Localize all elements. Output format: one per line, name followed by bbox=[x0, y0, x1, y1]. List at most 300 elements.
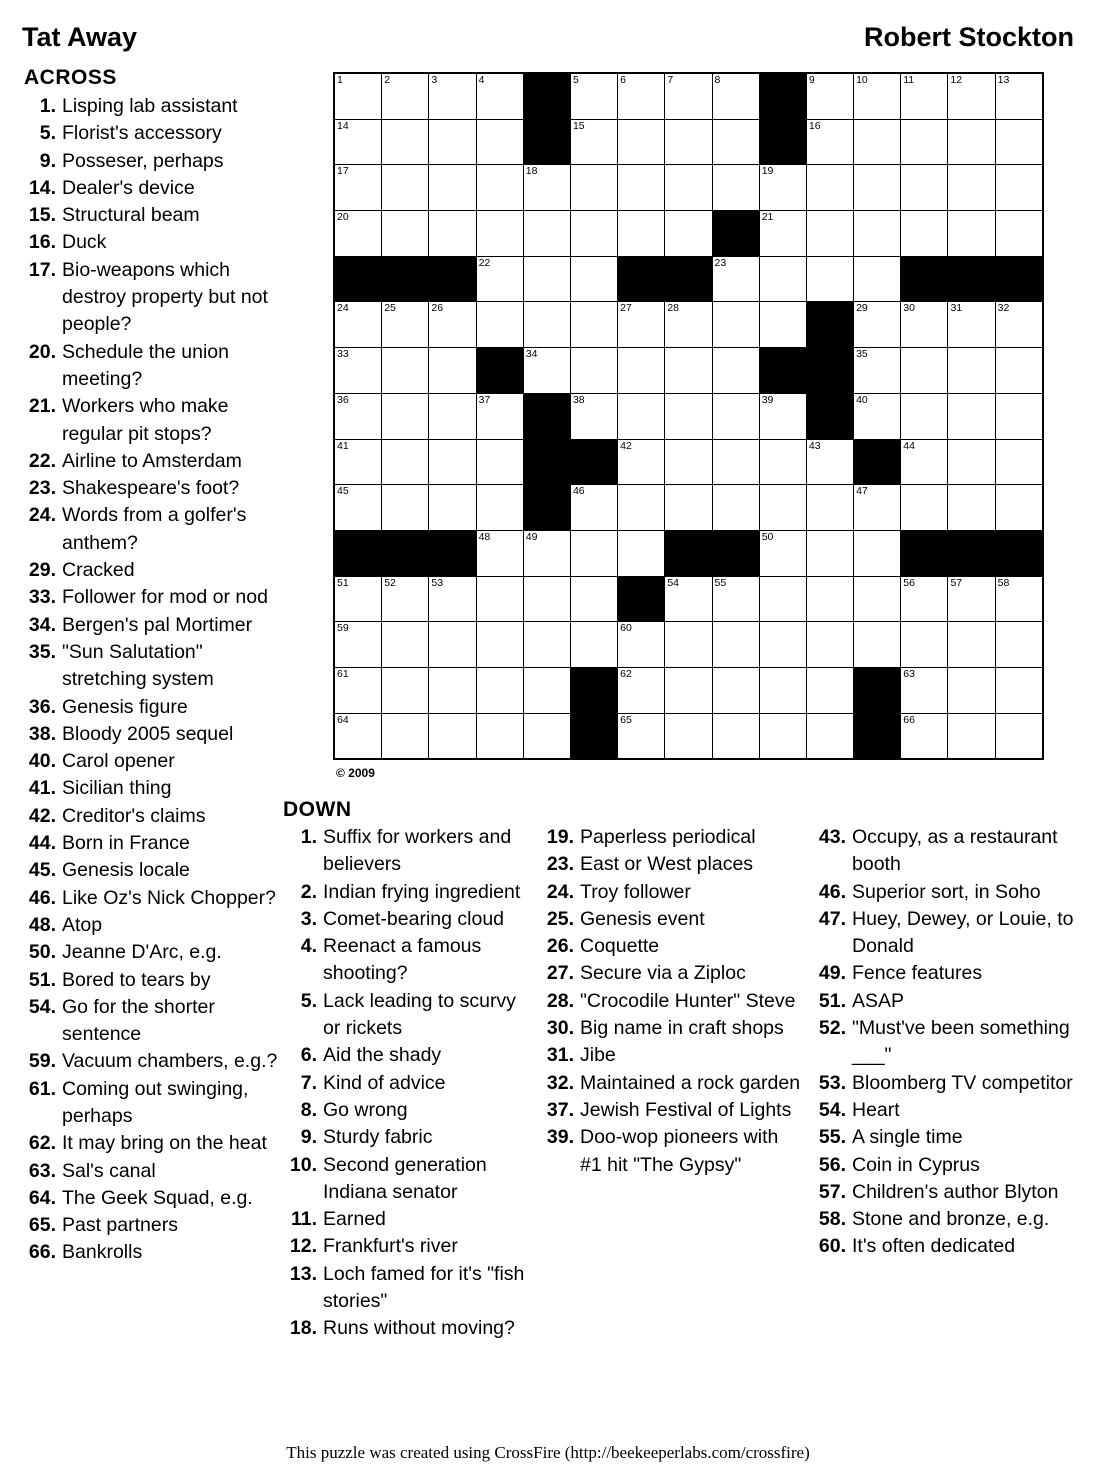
grid-cell[interactable] bbox=[476, 530, 523, 576]
grid-cell[interactable] bbox=[334, 211, 382, 257]
grid-cell[interactable] bbox=[476, 393, 523, 439]
clue-number: 35. bbox=[28, 640, 56, 663]
clue-number: 19. bbox=[546, 826, 574, 848]
grid-cell[interactable] bbox=[854, 119, 901, 165]
grid-cell[interactable] bbox=[854, 576, 901, 622]
grid-cell[interactable] bbox=[523, 576, 570, 622]
grid-cell[interactable] bbox=[759, 667, 806, 713]
grid-cell[interactable] bbox=[570, 211, 617, 257]
grid-cell[interactable] bbox=[806, 713, 853, 759]
grid-cell[interactable] bbox=[334, 302, 382, 348]
grid-cell[interactable] bbox=[995, 348, 1043, 394]
grid-cell-number: 37 bbox=[478, 393, 491, 406]
grid-cell[interactable] bbox=[382, 485, 429, 531]
clue-text: Carol opener bbox=[62, 750, 175, 773]
grid-cell-number: 66 bbox=[903, 713, 915, 726]
grid-cell[interactable] bbox=[854, 211, 901, 257]
grid-cell[interactable] bbox=[476, 576, 523, 622]
grid-cell-number: 15 bbox=[572, 119, 585, 132]
grid-cell[interactable] bbox=[712, 439, 759, 485]
grid-cell[interactable] bbox=[712, 73, 759, 119]
clue-text: Indian frying ingredient bbox=[323, 880, 521, 903]
grid-block-cell bbox=[665, 530, 712, 576]
grid-cell[interactable] bbox=[759, 393, 806, 439]
grid-cell[interactable] bbox=[948, 485, 995, 531]
grid-cell[interactable] bbox=[995, 622, 1043, 668]
grid-cell[interactable] bbox=[618, 485, 665, 531]
clue-item bbox=[22, 775, 292, 802]
clue-item bbox=[812, 1179, 1074, 1206]
clue-text: It may bring on the heat bbox=[62, 1132, 267, 1155]
grid-cell[interactable] bbox=[712, 485, 759, 531]
grid-row bbox=[334, 667, 1043, 713]
grid-cell[interactable] bbox=[429, 667, 476, 713]
grid-cell[interactable] bbox=[476, 439, 523, 485]
grid-cell[interactable] bbox=[854, 530, 901, 576]
grid-cell[interactable] bbox=[901, 622, 948, 668]
grid-cell[interactable] bbox=[712, 393, 759, 439]
clue-item bbox=[22, 475, 292, 502]
grid-cell[interactable] bbox=[901, 576, 948, 622]
grid-cell-number: 26 bbox=[431, 302, 444, 315]
clue-number: 2. bbox=[300, 880, 317, 903]
clue-text: Like Oz's Nick Chopper? bbox=[62, 886, 276, 909]
grid-cell[interactable] bbox=[665, 667, 712, 713]
grid-cell[interactable] bbox=[901, 348, 948, 394]
grid-row bbox=[334, 119, 1043, 165]
grid-cell[interactable] bbox=[901, 713, 948, 759]
clue-item bbox=[540, 906, 805, 933]
grid-cell[interactable] bbox=[948, 165, 995, 211]
grid-cell[interactable] bbox=[476, 485, 523, 531]
grid-cell[interactable] bbox=[712, 302, 759, 348]
grid-cell-number: 30 bbox=[903, 302, 915, 315]
clue-item bbox=[283, 1124, 528, 1151]
grid-block-cell bbox=[476, 348, 523, 394]
grid-block-cell bbox=[759, 119, 806, 165]
grid-cell[interactable] bbox=[665, 622, 712, 668]
grid-cell[interactable] bbox=[806, 73, 853, 119]
grid-cell[interactable] bbox=[854, 348, 901, 394]
grid-table[interactable] bbox=[333, 72, 1044, 760]
clue-text: Atop bbox=[62, 913, 103, 936]
clue-text: Occupy, as a restaurant booth bbox=[852, 826, 1058, 876]
grid-cell[interactable] bbox=[712, 713, 759, 759]
grid-cell-number: 21 bbox=[761, 211, 774, 224]
grid-cell[interactable] bbox=[759, 485, 806, 531]
grid-block-cell bbox=[523, 439, 570, 485]
grid-cell[interactable] bbox=[995, 73, 1043, 119]
grid-cell[interactable] bbox=[759, 576, 806, 622]
grid-cell[interactable] bbox=[759, 439, 806, 485]
grid-cell[interactable] bbox=[995, 667, 1043, 713]
grid-cell[interactable] bbox=[429, 576, 476, 622]
grid-cell-number: 47 bbox=[856, 485, 868, 498]
grid-cell[interactable] bbox=[854, 165, 901, 211]
grid-cell[interactable] bbox=[382, 576, 429, 622]
clue-item bbox=[540, 824, 805, 851]
grid-cell[interactable] bbox=[759, 256, 806, 302]
grid-cell[interactable] bbox=[476, 256, 523, 302]
clue-text: Jeanne D'Arc, e.g. bbox=[62, 941, 222, 964]
grid-cell[interactable] bbox=[665, 119, 712, 165]
grid-cell[interactable] bbox=[948, 393, 995, 439]
grid-cell-number: 50 bbox=[761, 530, 774, 543]
grid-cell[interactable] bbox=[806, 622, 853, 668]
grid-cell[interactable] bbox=[759, 302, 806, 348]
grid-cell[interactable] bbox=[570, 622, 617, 668]
clue-item bbox=[540, 851, 805, 878]
grid-block-cell bbox=[523, 73, 570, 119]
grid-cell[interactable] bbox=[476, 211, 523, 257]
clue-number: 32. bbox=[546, 1071, 574, 1094]
grid-cell[interactable] bbox=[523, 713, 570, 759]
clue-text: Dealer's device bbox=[62, 176, 195, 199]
clue-text: The Geek Squad, e.g. bbox=[62, 1186, 253, 1209]
clue-number: 46. bbox=[28, 886, 56, 909]
grid-cell[interactable] bbox=[854, 302, 901, 348]
grid-cell[interactable] bbox=[712, 667, 759, 713]
grid-cell-number: 29 bbox=[856, 302, 868, 315]
grid-cell[interactable] bbox=[901, 667, 948, 713]
grid-cell[interactable] bbox=[759, 165, 806, 211]
grid-cell[interactable] bbox=[665, 576, 712, 622]
grid-cell[interactable] bbox=[995, 485, 1043, 531]
grid-cell[interactable] bbox=[854, 393, 901, 439]
grid-cell[interactable] bbox=[806, 439, 853, 485]
clue-text: Sicilian thing bbox=[62, 777, 172, 800]
grid-cell[interactable] bbox=[806, 119, 853, 165]
grid-cell[interactable] bbox=[806, 485, 853, 531]
clue-item bbox=[812, 1124, 1074, 1151]
clue-item bbox=[22, 1048, 292, 1075]
clue-number: 55. bbox=[818, 1126, 846, 1149]
grid-cell[interactable] bbox=[382, 211, 429, 257]
grid-cell[interactable] bbox=[618, 622, 665, 668]
grid-cell[interactable] bbox=[523, 256, 570, 302]
clue-item bbox=[812, 906, 1074, 961]
grid-cell-number: 35 bbox=[856, 348, 868, 361]
grid-cell[interactable] bbox=[382, 667, 429, 713]
clue-number: 33. bbox=[28, 586, 56, 609]
grid-cell[interactable] bbox=[995, 302, 1043, 348]
grid-cell[interactable] bbox=[618, 348, 665, 394]
grid-cell[interactable] bbox=[429, 302, 476, 348]
grid-cell[interactable] bbox=[854, 485, 901, 531]
clue-item bbox=[283, 1233, 528, 1260]
grid-block-cell bbox=[382, 256, 429, 302]
grid-cell[interactable] bbox=[948, 348, 995, 394]
grid-cell[interactable] bbox=[476, 302, 523, 348]
grid-cell[interactable] bbox=[759, 622, 806, 668]
grid-cell[interactable] bbox=[948, 667, 995, 713]
grid-cell[interactable] bbox=[665, 165, 712, 211]
grid-cell[interactable] bbox=[429, 393, 476, 439]
grid-block-cell bbox=[995, 530, 1043, 576]
grid-cell[interactable] bbox=[712, 348, 759, 394]
grid-block-cell bbox=[382, 530, 429, 576]
clue-number: 6. bbox=[300, 1044, 317, 1067]
grid-cell-number: 7 bbox=[667, 74, 674, 86]
clue-item bbox=[22, 148, 292, 175]
clue-text: Superior sort, in Soho bbox=[852, 880, 1041, 903]
grid-cell[interactable] bbox=[382, 348, 429, 394]
grid-cell[interactable] bbox=[901, 165, 948, 211]
clue-text: Genesis figure bbox=[62, 695, 188, 718]
grid-cell[interactable] bbox=[948, 439, 995, 485]
clue-text: Past partners bbox=[62, 1214, 178, 1237]
grid-cell[interactable] bbox=[382, 622, 429, 668]
grid-cell-number: 38 bbox=[572, 393, 585, 406]
clue-text: Structural beam bbox=[62, 204, 200, 227]
grid-cell[interactable] bbox=[665, 348, 712, 394]
grid-cell[interactable] bbox=[806, 211, 853, 257]
grid-cell[interactable] bbox=[618, 713, 665, 759]
grid-block-cell bbox=[712, 530, 759, 576]
grid-cell[interactable] bbox=[570, 485, 617, 531]
clue-text: "Sun Salutation" stretching system bbox=[62, 640, 214, 691]
grid-cell[interactable] bbox=[334, 713, 382, 759]
clue-text: Sal's canal bbox=[62, 1159, 156, 1182]
clue-number: 14. bbox=[28, 176, 56, 199]
grid-cell[interactable] bbox=[618, 119, 665, 165]
grid-cell[interactable] bbox=[334, 485, 382, 531]
grid-cell[interactable] bbox=[476, 622, 523, 668]
grid-cell[interactable] bbox=[570, 576, 617, 622]
grid-cell[interactable] bbox=[712, 576, 759, 622]
grid-cell[interactable] bbox=[901, 302, 948, 348]
clue-item bbox=[283, 1042, 528, 1069]
clue-text: Bergen's pal Mortimer bbox=[62, 613, 253, 636]
grid-cell[interactable] bbox=[523, 348, 570, 394]
grid-cell[interactable] bbox=[948, 211, 995, 257]
grid-cell[interactable] bbox=[334, 393, 382, 439]
clue-text: Doo-wop pioneers with #1 hit "The Gypsy" bbox=[580, 1126, 779, 1176]
grid-cell[interactable] bbox=[618, 302, 665, 348]
clue-text: Reenact a famous shooting? bbox=[323, 935, 482, 985]
grid-cell[interactable] bbox=[665, 713, 712, 759]
clue-item bbox=[22, 939, 292, 966]
grid-cell[interactable] bbox=[523, 667, 570, 713]
clue-item bbox=[540, 1070, 805, 1097]
grid-cell[interactable] bbox=[665, 393, 712, 439]
clue-number: 51. bbox=[818, 989, 846, 1012]
grid-cell[interactable] bbox=[334, 667, 382, 713]
grid-cell[interactable] bbox=[948, 302, 995, 348]
grid-cell[interactable] bbox=[382, 119, 429, 165]
clue-number: 65. bbox=[28, 1214, 56, 1237]
grid-cell[interactable] bbox=[806, 165, 853, 211]
grid-cell[interactable] bbox=[429, 348, 476, 394]
grid-cell[interactable] bbox=[854, 73, 901, 119]
clue-number: 66. bbox=[28, 1241, 56, 1264]
grid-cell[interactable] bbox=[995, 713, 1043, 759]
grid-cell-number: 36 bbox=[337, 393, 349, 406]
grid-cell[interactable] bbox=[570, 165, 617, 211]
grid-cell[interactable] bbox=[618, 211, 665, 257]
grid-cell[interactable] bbox=[995, 576, 1043, 622]
crossword-grid[interactable] bbox=[333, 72, 1044, 760]
grid-cell[interactable] bbox=[995, 119, 1043, 165]
grid-cell[interactable] bbox=[665, 439, 712, 485]
grid-cell[interactable] bbox=[382, 713, 429, 759]
grid-cell[interactable] bbox=[712, 256, 759, 302]
clue-text: Bored to tears by bbox=[62, 968, 211, 991]
clue-text: Big name in craft shops bbox=[580, 1017, 784, 1040]
grid-cell[interactable] bbox=[429, 73, 476, 119]
grid-cell[interactable] bbox=[570, 73, 617, 119]
grid-cell[interactable] bbox=[759, 530, 806, 576]
grid-cell[interactable] bbox=[901, 439, 948, 485]
grid-cell[interactable] bbox=[570, 119, 617, 165]
clue-item bbox=[22, 93, 292, 120]
grid-cell[interactable] bbox=[382, 393, 429, 439]
grid-cell[interactable] bbox=[523, 622, 570, 668]
grid-cell-number: 55 bbox=[714, 576, 727, 589]
clue-text: Frankfurt's river bbox=[323, 1235, 458, 1258]
grid-cell[interactable] bbox=[806, 530, 853, 576]
clue-number: 10. bbox=[289, 1153, 317, 1176]
grid-cell[interactable] bbox=[382, 165, 429, 211]
grid-cell[interactable] bbox=[948, 576, 995, 622]
grid-cell[interactable] bbox=[995, 165, 1043, 211]
clue-number: 36. bbox=[28, 695, 56, 718]
grid-cell[interactable] bbox=[618, 530, 665, 576]
grid-cell[interactable] bbox=[901, 73, 948, 119]
grid-cell[interactable] bbox=[334, 622, 382, 668]
grid-cell[interactable] bbox=[618, 73, 665, 119]
grid-cell[interactable] bbox=[523, 211, 570, 257]
grid-cell[interactable] bbox=[995, 439, 1043, 485]
grid-cell[interactable] bbox=[476, 119, 523, 165]
clue-number: 25. bbox=[546, 907, 574, 930]
grid-cell[interactable] bbox=[570, 530, 617, 576]
grid-cell[interactable] bbox=[948, 119, 995, 165]
grid-cell[interactable] bbox=[806, 256, 853, 302]
clue-number: 53. bbox=[818, 1071, 846, 1094]
grid-cell[interactable] bbox=[901, 211, 948, 257]
page-header bbox=[22, 22, 1074, 58]
clue-number: 31. bbox=[546, 1044, 574, 1067]
grid-cell[interactable] bbox=[901, 393, 948, 439]
grid-cell[interactable] bbox=[429, 165, 476, 211]
grid-cell[interactable] bbox=[476, 667, 523, 713]
clue-number: 61. bbox=[28, 1077, 56, 1100]
grid-block-cell bbox=[334, 256, 382, 302]
clue-text: Lisping lab assistant bbox=[62, 95, 238, 117]
grid-cell[interactable] bbox=[995, 393, 1043, 439]
grid-cell[interactable] bbox=[665, 211, 712, 257]
grid-cell[interactable] bbox=[570, 302, 617, 348]
grid-cell[interactable] bbox=[995, 211, 1043, 257]
grid-cell-number: 64 bbox=[337, 713, 349, 726]
grid-cell[interactable] bbox=[901, 119, 948, 165]
clue-text: It's often dedicated bbox=[852, 1235, 1016, 1258]
grid-cell[interactable] bbox=[712, 119, 759, 165]
clue-number: 1. bbox=[39, 95, 56, 117]
clue-item bbox=[22, 1185, 292, 1212]
grid-row bbox=[334, 256, 1043, 302]
grid-cell[interactable] bbox=[618, 439, 665, 485]
grid-cell[interactable] bbox=[665, 485, 712, 531]
clue-text: Secure via a Ziploc bbox=[580, 962, 746, 985]
clue-text: Heart bbox=[852, 1098, 900, 1121]
grid-cell[interactable] bbox=[806, 576, 853, 622]
grid-cell[interactable] bbox=[854, 256, 901, 302]
grid-cell[interactable] bbox=[570, 348, 617, 394]
clue-number: 1. bbox=[300, 826, 317, 848]
grid-cell[interactable] bbox=[618, 393, 665, 439]
grid-cell[interactable] bbox=[759, 211, 806, 257]
grid-cell-number: 48 bbox=[478, 530, 491, 543]
clue-number: 58. bbox=[818, 1208, 846, 1231]
grid-cell[interactable] bbox=[712, 622, 759, 668]
grid-cell[interactable] bbox=[334, 165, 382, 211]
grid-cell[interactable] bbox=[948, 713, 995, 759]
grid-cell[interactable] bbox=[429, 485, 476, 531]
clue-item bbox=[22, 857, 292, 884]
clue-text: Bloomberg TV competitor bbox=[852, 1071, 1073, 1094]
author-name: Robert Stockton bbox=[863, 22, 1074, 52]
grid-cell[interactable] bbox=[334, 439, 382, 485]
grid-cell[interactable] bbox=[665, 73, 712, 119]
clue-item bbox=[22, 257, 292, 339]
grid-cell[interactable] bbox=[806, 667, 853, 713]
grid-cell[interactable] bbox=[712, 165, 759, 211]
grid-cell[interactable] bbox=[429, 211, 476, 257]
grid-cell[interactable] bbox=[570, 256, 617, 302]
clue-number: 21. bbox=[28, 395, 56, 418]
grid-cell[interactable] bbox=[382, 73, 429, 119]
grid-cell[interactable] bbox=[476, 165, 523, 211]
grid-cell[interactable] bbox=[523, 165, 570, 211]
down-clue-list-3 bbox=[812, 824, 1074, 1261]
clue-number: 15. bbox=[28, 204, 56, 227]
down-clues-column-1 bbox=[283, 824, 528, 1343]
grid-cell[interactable] bbox=[618, 165, 665, 211]
grid-cell-number: 23 bbox=[714, 256, 727, 269]
grid-cell[interactable] bbox=[429, 713, 476, 759]
grid-cell[interactable] bbox=[901, 485, 948, 531]
grid-cell[interactable] bbox=[523, 302, 570, 348]
grid-cell[interactable] bbox=[854, 622, 901, 668]
grid-cell-number: 1 bbox=[337, 74, 343, 86]
grid-cell[interactable] bbox=[523, 530, 570, 576]
grid-cell[interactable] bbox=[382, 302, 429, 348]
grid-cell[interactable] bbox=[665, 302, 712, 348]
grid-cell[interactable] bbox=[334, 348, 382, 394]
grid-cell[interactable] bbox=[618, 667, 665, 713]
grid-cell[interactable] bbox=[429, 439, 476, 485]
grid-cell[interactable] bbox=[759, 713, 806, 759]
grid-cell[interactable] bbox=[334, 119, 382, 165]
grid-block-cell bbox=[901, 530, 948, 576]
grid-cell-number: 8 bbox=[714, 74, 721, 86]
grid-cell[interactable] bbox=[570, 393, 617, 439]
grid-cell[interactable] bbox=[382, 439, 429, 485]
grid-cell[interactable] bbox=[948, 622, 995, 668]
grid-cell[interactable] bbox=[476, 713, 523, 759]
grid-cell[interactable] bbox=[429, 622, 476, 668]
grid-cell[interactable] bbox=[334, 576, 382, 622]
grid-cell[interactable] bbox=[429, 119, 476, 165]
grid-cell[interactable] bbox=[476, 73, 523, 119]
clue-item bbox=[812, 1070, 1074, 1097]
grid-cell[interactable] bbox=[334, 73, 382, 119]
grid-cell[interactable] bbox=[948, 73, 995, 119]
clue-item bbox=[812, 988, 1074, 1015]
clue-number: 11. bbox=[290, 1208, 317, 1231]
